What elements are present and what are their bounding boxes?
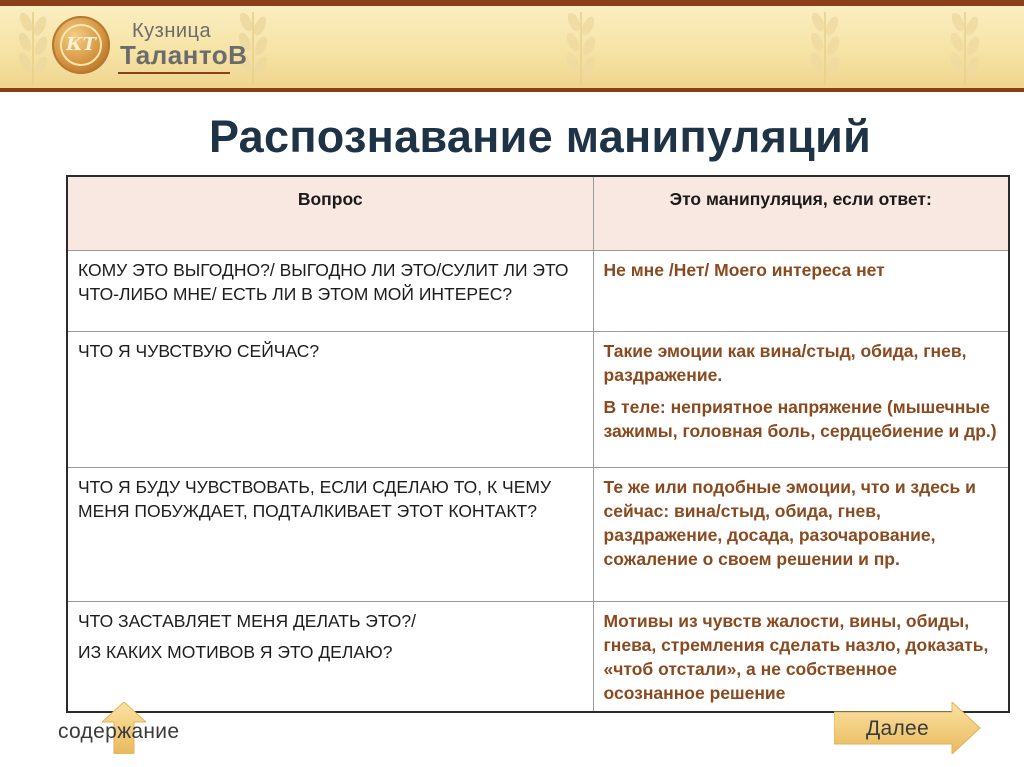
table-row	[67, 468, 1009, 602]
logo-text-line2: ТалантоВ	[120, 40, 248, 70]
answer-text: Не мне /Нет/ Моего интереса нет	[603, 260, 885, 280]
logo-text-line1: Кузница	[132, 20, 212, 42]
question-text: ИЗ КАКИХ МОТИВОВ Я ЭТО ДЕЛАЮ?	[78, 642, 393, 662]
manipulation-table	[66, 175, 1010, 713]
contents-button[interactable]	[58, 700, 198, 760]
logo	[52, 14, 248, 80]
answer-text: В теле: неприятное напряжение (мышечные зажимы, головная боль, сердцебиение и др.)	[603, 397, 997, 441]
table-header-row	[67, 176, 1009, 251]
question-cell	[67, 251, 593, 332]
logo-monogram: КТ	[60, 24, 102, 66]
manipulation-table-wrap	[66, 175, 1008, 713]
contents-label: содержание	[58, 720, 180, 743]
wheat-icon	[556, 6, 606, 88]
question-cell	[67, 468, 593, 602]
wheat-icon	[8, 6, 58, 88]
question-text: ЧТО ЗАСТАВЛЯЕТ МЕНЯ ДЕЛАТЬ ЭТО?/	[78, 611, 416, 631]
column-header-question: Вопрос	[67, 176, 593, 251]
logo-emblem-icon	[52, 16, 110, 74]
page-title: Распознавание манипуляций	[208, 111, 872, 162]
table-row	[67, 602, 1009, 713]
header-top-line	[0, 0, 1024, 6]
answer-cell	[593, 332, 1009, 468]
table-row	[67, 332, 1009, 468]
column-header-answer: Это манипуляция, если ответ:	[593, 176, 1009, 251]
wheat-icon	[940, 6, 990, 88]
header-band	[0, 0, 1024, 92]
next-button[interactable]	[834, 702, 984, 754]
answer-text: Такие эмоции как вина/стыд, обида, гнев, раздражение.	[603, 341, 967, 385]
question-text: КОМУ ЭТО ВЫГОДНО?/ ВЫГОДНО ЛИ ЭТО/СУЛИТ ЛИ ЭТО ЧТО-ЛИБО МНЕ/ ЕСТЬ ЛИ В ЭТОМ МОЙ ИНТЕРЕС?	[78, 260, 569, 304]
table-row	[67, 251, 1009, 332]
answer-cell	[593, 602, 1009, 713]
answer-cell	[593, 251, 1009, 332]
answer-cell	[593, 468, 1009, 602]
answer-text: Те же или подобные эмоции, что и здесь и сейчас: вина/стыд, обида, гнев, раздражение, досада, разочарование, сожаление о своем решении и пр.	[603, 477, 976, 569]
question-cell	[67, 602, 593, 713]
wheat-icon	[800, 6, 850, 88]
question-text: ЧТО Я ЧУВСТВУЮ СЕЙЧАС?	[78, 341, 320, 361]
logo-underline	[118, 72, 230, 74]
question-text: ЧТО Я БУДУ ЧУВСТВОВАТЬ, ЕСЛИ СДЕЛАЮ ТО, К ЧЕМУ МЕНЯ ПОБУЖДАЕТ, ПОДТАЛКИВАЕТ ЭТОТ КОНТАКТ?	[78, 477, 552, 521]
answer-text: Мотивы из чувств жалости, вины, обиды, гнева, стремления сделать назло, доказать, «чтоб отстали», а не собственное осознанное решение	[603, 611, 989, 703]
header-bottom-line	[0, 88, 1024, 92]
question-cell	[67, 332, 593, 468]
next-label: Далее	[866, 717, 930, 740]
